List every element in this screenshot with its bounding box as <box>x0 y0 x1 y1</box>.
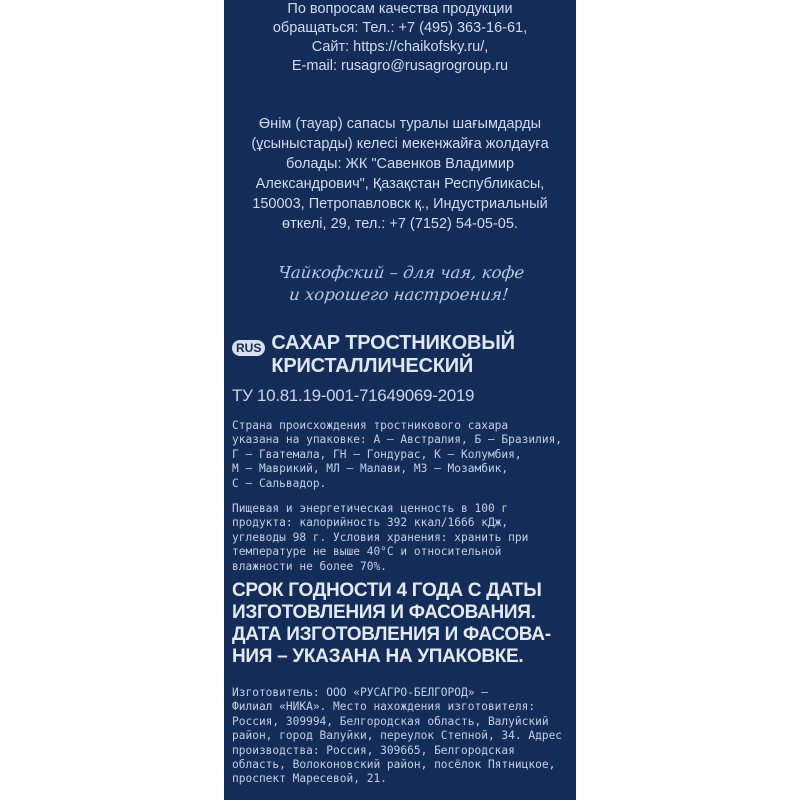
origin-paragraph <box>232 419 568 491</box>
quality-contact-website: Сайт: https://chaikofsky.ru/, <box>311 39 489 55</box>
manufacturer-paragraph <box>232 686 568 787</box>
kazakh-contact-line: болады: ЖК "Савенков Владимир <box>285 156 515 172</box>
kazakh-contact-line: Өнім (тауар) сапасы туралы шағымдарды <box>258 116 542 132</box>
manufacturer-line: Россия, 309994, Белгородская область, Валуйский <box>232 714 549 728</box>
nutrition-line: Пищевая и энергетическая ценность в 100 г <box>232 502 509 515</box>
shelf-life-line: СРОК ГОДНОСТИ 4 ГОДА С ДАТЫ <box>232 580 542 601</box>
nutrition-line: продукта: калорийность 392 ккал/1666 кДж, <box>232 516 509 530</box>
nutrition-line: температуре не выше 40°С и относительной <box>232 545 502 559</box>
shelf-life-line: ДАТА ИЗГОТОВЛЕНИЯ И ФАСОВА- <box>232 624 551 645</box>
origin-line: Г – Гватемала, ГН – Гондурас, К – Колумбия, <box>232 447 522 461</box>
nutrition-paragraph <box>232 502 568 574</box>
kazakh-contact-block <box>224 114 576 234</box>
manufacturer-line: Изготовитель: ООО «РУСАГРО-БЕЛГОРОД» – <box>232 686 488 699</box>
product-title-line: КРИСТАЛЛИЧЕСКИЙ <box>271 355 474 377</box>
slogan-line: Чайкофский – для чая, кофе <box>277 263 526 282</box>
shelf-life-notice <box>232 580 568 668</box>
product-label-panel <box>224 0 576 800</box>
manufacturer-line: проспект Маресевой, 21. <box>232 772 387 786</box>
product-title-row <box>232 332 568 378</box>
origin-line: С – Сальвадор. <box>232 476 327 490</box>
language-badge: RUS <box>232 340 265 356</box>
quality-contact-line: По вопросам качества продукции <box>287 1 513 17</box>
shelf-life-line: ИЗГОТОВЛЕНИЯ И ФАСОВАНИЯ. <box>232 602 536 623</box>
kazakh-contact-line: 150003, Петропавловск қ., Индустриальный <box>252 196 548 212</box>
kazakh-contact-line: Александрович", Қазақстан Республикасы, <box>255 176 545 192</box>
manufacturer-line: область, Волоконовский район, посёлок Пятницкое, <box>232 758 556 772</box>
technical-spec: ТУ 10.81.19-001-71649069-2019 <box>232 386 475 405</box>
quality-contact-phone: обращаться: Тел.: +7 (495) 363-16-61, <box>272 20 528 36</box>
product-title-line: САХАР ТРОСТНИКОВЫЙ <box>271 332 515 354</box>
manufacturer-line: производства: Россия, 309665, Белгородская <box>232 743 515 757</box>
origin-line: Страна происхождения тростникового сахара <box>232 419 509 432</box>
nutrition-line: влажности не более 70%. <box>232 559 387 573</box>
manufacturer-line: район, город Валуйки, переулок Степной, 34. Адрес <box>232 729 563 743</box>
kazakh-contact-line: (ұсыныстарды) келесі мекенжайға жолдауға <box>251 136 549 152</box>
quality-contact-email: E-mail: rusagro@rusagrogroup.ru <box>291 58 509 74</box>
nutrition-line: углеводы 98 г. Условия хранения: хранить при <box>232 530 529 544</box>
slogan-line: и хорошего настроения! <box>288 285 510 304</box>
origin-line: М – Маврикий, МЛ – Малави, МЗ – Мозамбик, <box>232 462 509 476</box>
shelf-life-line: НИЯ – УКАЗАНА НА УПАКОВКЕ. <box>232 646 524 667</box>
product-title <box>271 332 514 378</box>
manufacturer-line: Филиал «НИКА». Место нахождения изготовителя: <box>232 700 536 714</box>
kazakh-contact-line: өткелі, 29, тел.: +7 (7152) 54-05-05. <box>282 216 518 232</box>
origin-line: указана на упаковке: А – Австралия, Б – Бразилия, <box>232 433 563 447</box>
quality-contact-block <box>224 0 576 76</box>
brand-slogan <box>224 262 576 306</box>
